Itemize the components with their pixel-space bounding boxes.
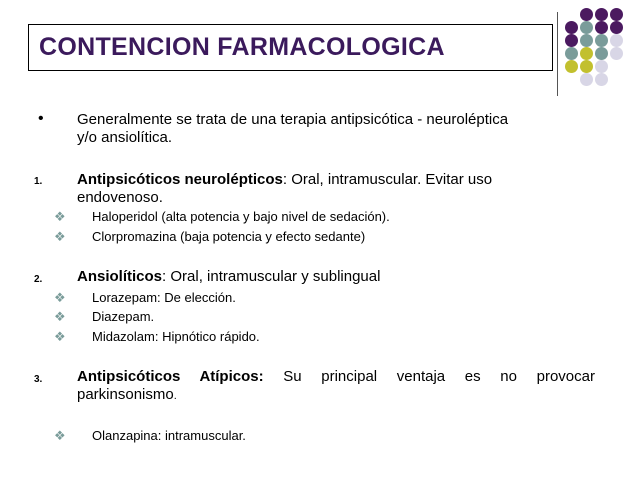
decorative-dot xyxy=(595,21,608,34)
decorative-dot xyxy=(595,73,608,86)
decorative-dot xyxy=(580,73,593,86)
section-2-title: Ansiolíticos xyxy=(77,268,163,285)
decorative-dot xyxy=(595,34,608,47)
section-2-number: 2. xyxy=(34,274,43,285)
section-2-heading xyxy=(77,268,597,286)
list-item: Haloperidol (alta potencia y bajo nivel de sedación). xyxy=(92,209,390,224)
list-item: Olanzapina: intramuscular. xyxy=(92,428,246,443)
section-1-desc-2: endovenoso. xyxy=(77,189,163,206)
sub-bullet-icon: ❖ xyxy=(54,290,66,305)
decorative-dot-grid xyxy=(565,8,635,88)
title-box xyxy=(28,24,553,71)
page-title: CONTENCION FARMACOLOGICA xyxy=(39,33,445,61)
sub-bullet-icon: ❖ xyxy=(54,428,66,443)
section-1-number: 1. xyxy=(34,176,43,187)
decorative-dot xyxy=(610,47,623,60)
list-item: Lorazepam: De elección. xyxy=(92,290,236,305)
list-item: Midazolam: Hipnótico rápido. xyxy=(92,329,260,344)
decorative-dot xyxy=(595,8,608,21)
decorative-dot xyxy=(565,34,578,47)
section-2-desc-1: : Oral, intramuscular y sublingual xyxy=(162,268,381,285)
sub-bullet-icon: ❖ xyxy=(54,229,66,244)
decorative-dot xyxy=(580,34,593,47)
intro-line-2: y/o ansiolítica. xyxy=(77,129,173,146)
intro-line-1: Generalmente se trata de una terapia antipsicótica - neuroléptica xyxy=(77,111,509,128)
section-3-desc-end: . xyxy=(173,390,177,402)
section-3-desc-1: Su principal ventaja es no provocar xyxy=(263,368,595,385)
bullet-icon: • xyxy=(38,110,44,127)
decorative-dot xyxy=(580,8,593,21)
section-1-title: Antipsicóticos neurolépticos xyxy=(77,171,283,188)
decorative-dot xyxy=(580,21,593,34)
section-1-desc-1: : Oral, intramuscular. Evitar uso xyxy=(282,171,493,188)
section-3-title: Antipsicóticos Atípicos: xyxy=(77,368,264,385)
decorative-dot xyxy=(610,34,623,47)
decorative-dot xyxy=(610,21,623,34)
section-3-number: 3. xyxy=(34,374,43,385)
decorative-dot xyxy=(610,8,623,21)
decorative-dot xyxy=(565,47,578,60)
decorative-dot xyxy=(595,47,608,60)
intro-text xyxy=(77,111,597,147)
sub-bullet-icon: ❖ xyxy=(54,329,66,344)
decorative-dot xyxy=(580,60,593,73)
decorative-divider xyxy=(557,12,558,96)
section-1-heading xyxy=(77,171,597,207)
sub-bullet-icon: ❖ xyxy=(54,309,66,324)
sub-bullet-icon: ❖ xyxy=(54,209,66,224)
section-3-heading xyxy=(77,368,595,405)
decorative-dot xyxy=(580,47,593,60)
decorative-dot xyxy=(565,21,578,34)
decorative-dot xyxy=(595,60,608,73)
decorative-dot xyxy=(565,60,578,73)
list-item: Diazepam. xyxy=(92,309,155,324)
list-item: Clorpromazina (baja potencia y efecto sedante) xyxy=(92,229,366,244)
section-3-desc-2: parkinsonismo xyxy=(77,386,174,403)
